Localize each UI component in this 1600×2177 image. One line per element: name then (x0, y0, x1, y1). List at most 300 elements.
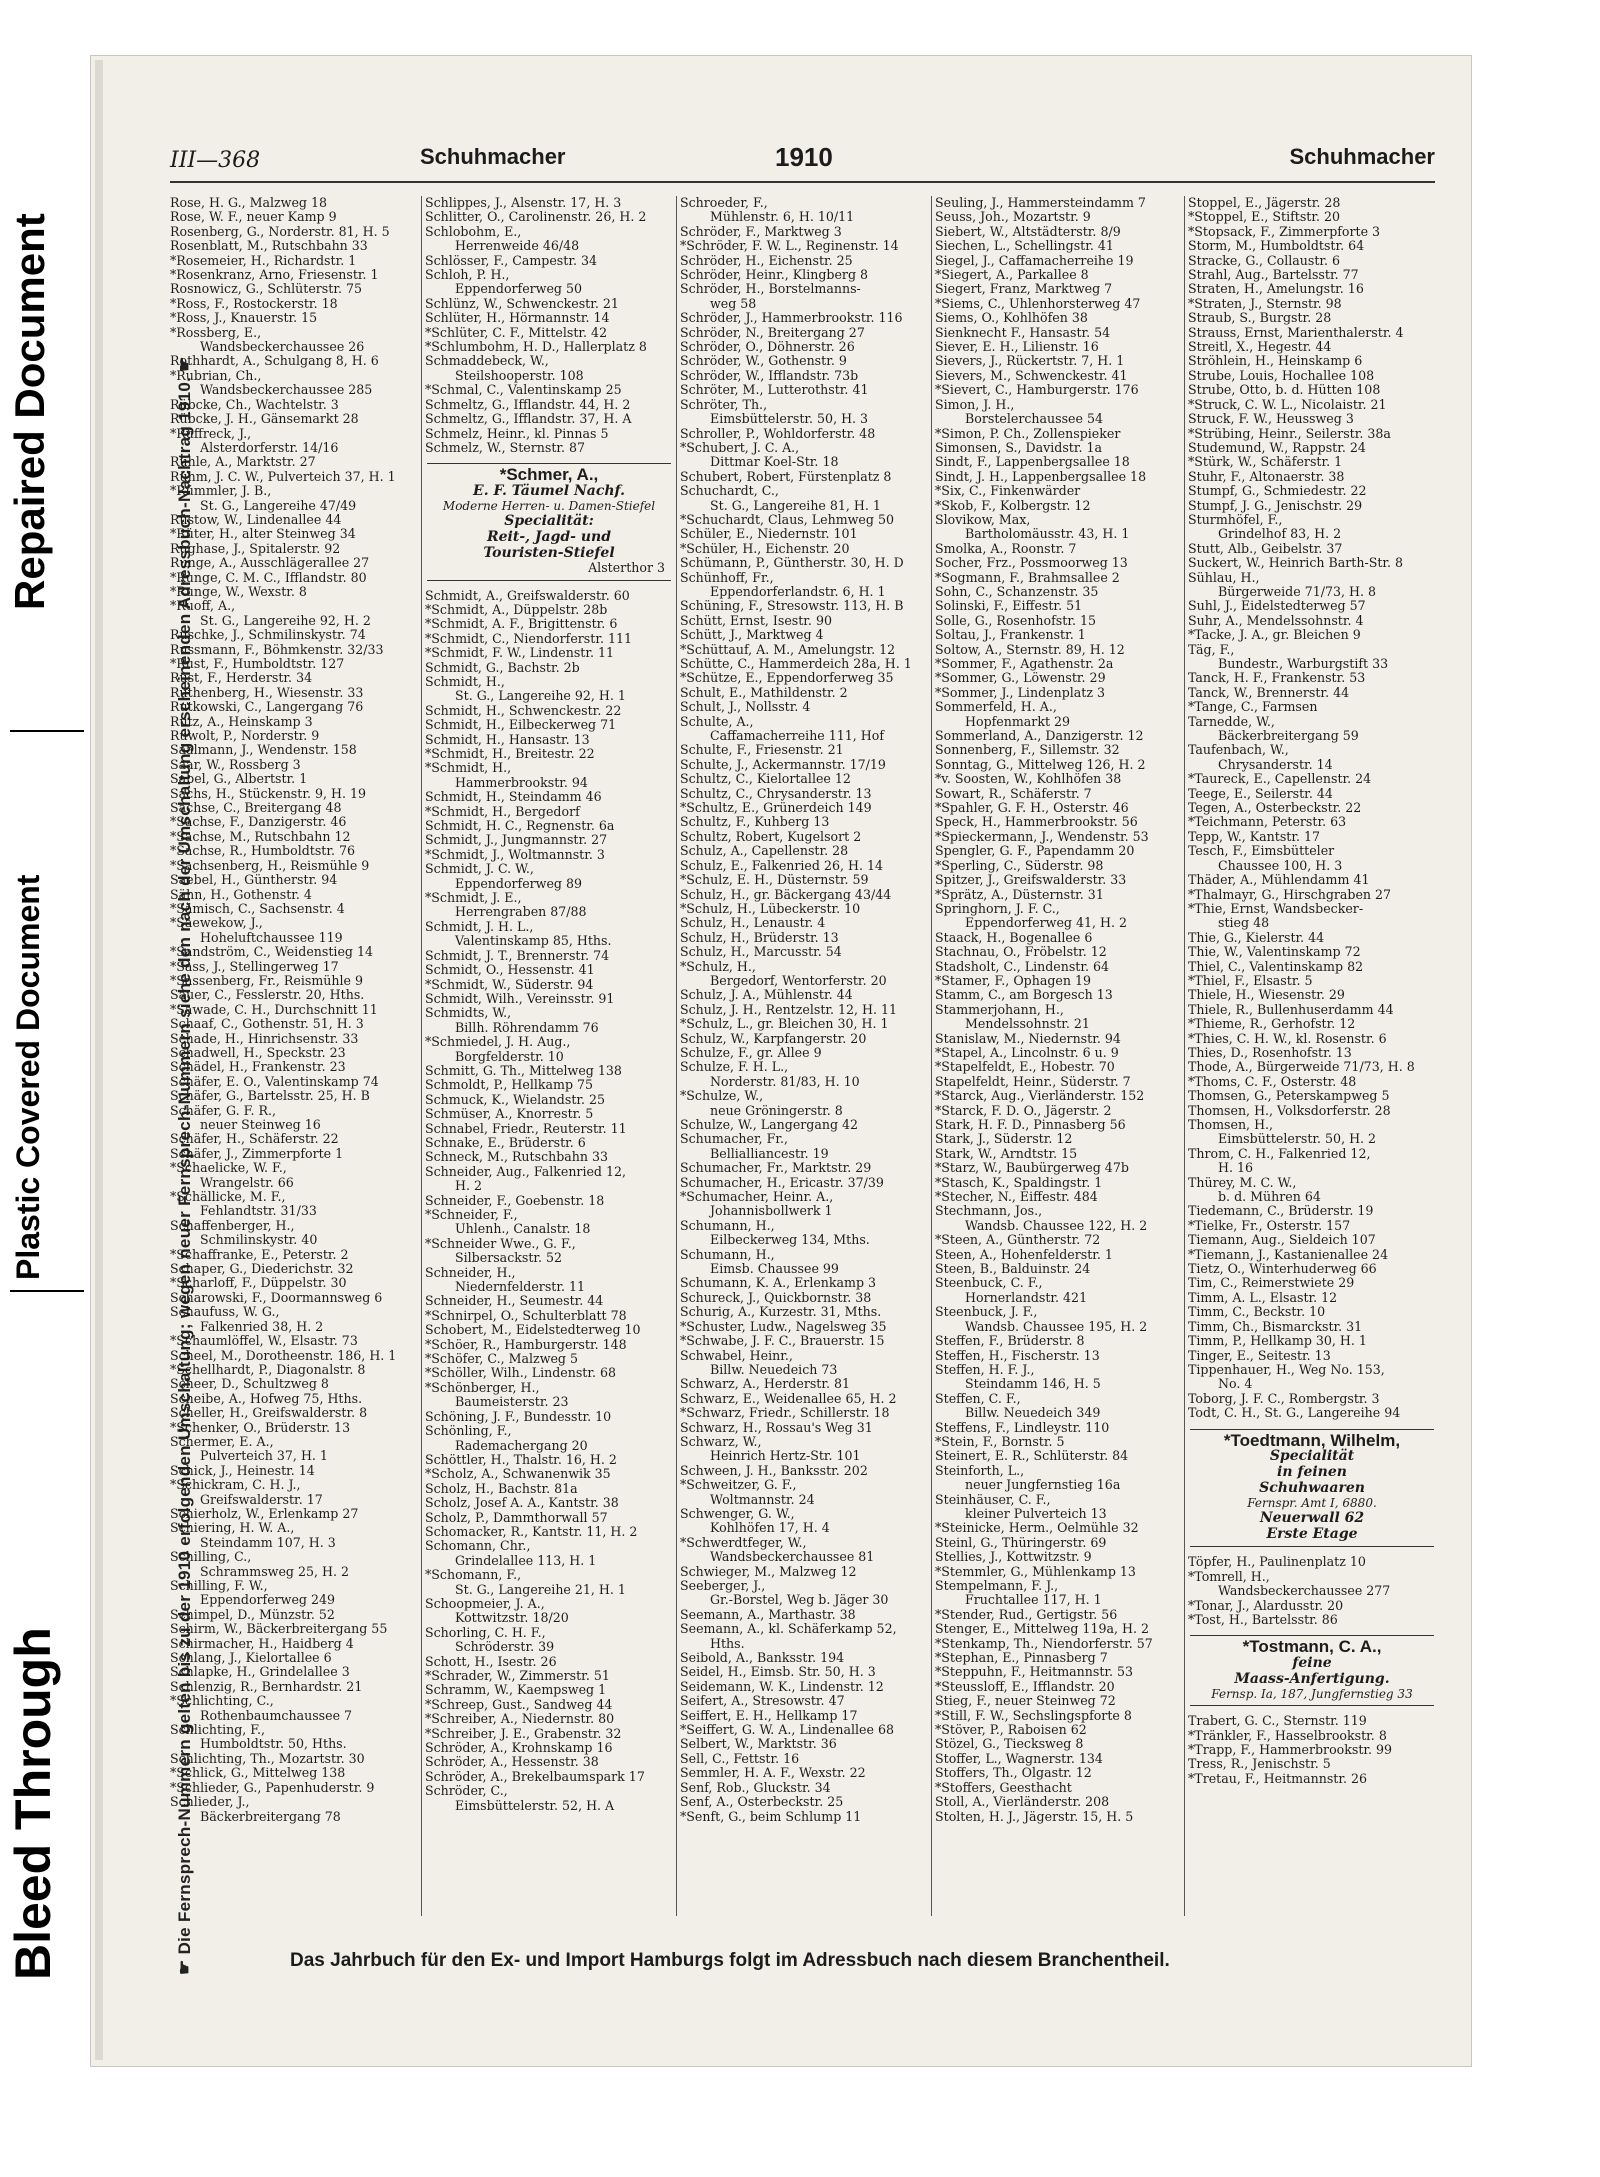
directory-entry: *Schlichting, C., (170, 1694, 274, 1709)
directory-entry: Sachse, C., Breitergang 48 (170, 801, 342, 816)
directory-entry: *Teichmann, Peterstr. 63 (1188, 815, 1347, 830)
directory-entry: Schönling, F., (425, 1424, 512, 1439)
directory-entry: Schumann, H., (680, 1218, 775, 1233)
directory-entry: *Schüttauf, A. M., Amelungstr. 12 (680, 642, 896, 657)
directory-entry: *Stöver, P., Raboisen 62 (935, 1723, 1087, 1738)
directory-entry: Siegel, J., Caffamacherreihe 19 (935, 253, 1134, 268)
directory-entry: Trabert, G. C., Sternstr. 119 (1188, 1714, 1367, 1729)
directory-entry: St. G., Langereihe 92, H. 1 (455, 689, 626, 704)
directory-entry: *Stasch, K., Spaldingstr. 1 (935, 1175, 1103, 1190)
directory-entry: Herrengraben 87/88 (455, 905, 587, 920)
directory-entry: Schulze, F. H. L., (680, 1060, 789, 1075)
directory-entry: Steffen, F., Brüderstr. 8 (935, 1334, 1085, 1349)
directory-entry: Rutz, A., Heinskamp 3 (170, 714, 313, 729)
directory-entry: Siebert, W., Altstädterstr. 8/9 (935, 224, 1121, 239)
directory-entry: *Rubrian, Ch., (170, 368, 262, 383)
directory-entry: Tim, C., Reimerstwiete 29 (1188, 1276, 1355, 1291)
directory-entry: Suhr, A., Mendelssohnstr. 4 (1188, 613, 1364, 628)
directory-entry: H. 2 (455, 1179, 483, 1194)
ad-line: Neuerwall 62 (1259, 1510, 1365, 1527)
directory-entry: Smolka, A., Roonstr. 7 (935, 541, 1077, 556)
directory-entry: *Schmidt, A. F., Brigittenstr. 6 (425, 617, 618, 632)
directory-entry: Stieg, F., neuer Steinweg 72 (935, 1694, 1116, 1709)
directory-entry: Schaper, G., Diederichstr. 32 (170, 1262, 354, 1277)
ad-line: Maass-Anfertigung. (1234, 1670, 1390, 1687)
directory-entry: Schüning, F., Stresowstr. 113, H. B (680, 599, 904, 614)
directory-entry: *Sachse, R., Humboldtstr. 76 (170, 844, 356, 859)
directory-entry: Sindt, J. H., Lappenbergsallee 18 (935, 469, 1147, 484)
directory-entry: Sowart, R., Schäferstr. 7 (935, 786, 1092, 801)
directory-entry: Schüler, E., Niedernstr. 101 (680, 527, 858, 542)
directory-entry: Rutkowski, C., Langergang 76 (170, 700, 364, 715)
directory-entry: Todt, C. H., St. G., Langereihe 94 (1188, 1406, 1401, 1421)
directory-entry: Schröder, W., Ifflandstr. 73b (680, 368, 859, 383)
directory-entry: *Sievert, C., Hamburgerstr. 176 (935, 383, 1139, 398)
directory-entry: Schmüser, A., Knorrestr. 5 (425, 1107, 594, 1122)
bleed-tag: Bleed Through (5, 1627, 61, 1980)
repaired-tag: Repaired Document (6, 213, 53, 610)
directory-entry: Schult, J., Nollsstr. 4 (680, 700, 811, 715)
directory-entry: Schade, H., Hinrichsenstr. 33 (170, 1031, 359, 1046)
directory-entry: Scholz, P., Dammthorwall 57 (425, 1510, 608, 1525)
directory-entry: Rosnowicz, G., Schlüterstr. 75 (170, 282, 362, 297)
directory-entry: Schlichting, Th., Mozartstr. 30 (170, 1751, 365, 1766)
directory-entry: *Tretau, F., Heitmannstr. 26 (1188, 1771, 1368, 1786)
directory-entry: *Schlieder, G., Papenhuderstr. 9 (170, 1780, 375, 1795)
directory-entry: *Thalmayr, G., Hirschgraben 27 (1188, 887, 1392, 902)
directory-entry: Schick, J., Heinestr. 14 (170, 1463, 315, 1478)
directory-entry: *Stopsack, F., Zimmerpforte 3 (1188, 224, 1381, 239)
directory-entry: *Ross, J., Knauerstr. 15 (170, 311, 318, 326)
directory-entry: Schneider, H., Seumestr. 44 (425, 1294, 604, 1309)
directory-entry: Schwieger, M., Malzweg 12 (680, 1564, 857, 1579)
directory-entry: Ruwolt, P., Norderstr. 9 (170, 729, 320, 744)
directory-entry: Thiele, H., Wiesenstr. 29 (1188, 988, 1345, 1003)
ad-line: E. F. Täumel Nachf. (473, 482, 625, 499)
directory-entry: Sähn, H., Gothenstr. 4 (170, 887, 312, 902)
directory-entry: Stolten, H. J., Jägerstr. 15, H. 5 (935, 1809, 1134, 1824)
directory-entry: Scharowski, F., Doormannsweg 6 (170, 1290, 383, 1305)
directory-entry: Rübcke, Ch., Wachtelstr. 3 (170, 397, 339, 412)
directory-entry: *Schlick, G., Mittelweg 138 (170, 1766, 346, 1781)
directory-entry: *Stapel, A., Lincolnstr. 6 u. 9 (935, 1045, 1119, 1060)
directory-entry: Schröder, A., Hessenstr. 38 (425, 1755, 599, 1770)
directory-entry: *Starck, Aug., Vierländerstr. 152 (935, 1089, 1145, 1104)
directory-entry: Schlösser, F., Campestr. 34 (425, 253, 597, 268)
directory-entry: *Still, F. W., Sechslingspforte 8 (935, 1708, 1132, 1723)
directory-entry: Schmidt, J., Jungmannstr. 27 (425, 833, 608, 848)
directory-entry: *Sandström, C., Weidenstieg 14 (170, 945, 373, 960)
directory-entry: Schröter, Th., (680, 397, 768, 412)
directory-entry: Schloh, P. H., (425, 268, 510, 283)
directory-entry: Schäfer, G. F. R., (170, 1103, 276, 1118)
directory-entry: *Tost, H., Bartelsstr. 86 (1188, 1612, 1338, 1627)
directory-entry: Schmoldt, P., Hellkamp 75 (425, 1078, 594, 1093)
directory-entry: *Runge, W., Wexstr. 8 (170, 584, 307, 599)
ad-line: Specialität: (504, 513, 594, 530)
directory-entry: Seidel, H., Eimsb. Str. 50, H. 3 (680, 1665, 876, 1680)
directory-entry: Tiedemann, C., Brüderstr. 19 (1188, 1204, 1374, 1219)
directory-entry: *Schröder, F. W. L., Reginenstr. 14 (680, 239, 899, 254)
directory-entry: *Schmidt, H., Breitestr. 22 (425, 747, 595, 761)
directory-entry: Tippenhauer, H., Weg No. 153, (1188, 1362, 1385, 1377)
directory-entry: Schümann, P., Güntherstr. 30, H. D (680, 556, 904, 571)
directory-entry: Schneck, M., Rutschbahn 33 (425, 1150, 609, 1165)
directory-entry: Schmidt, G., Bachstr. 2b (425, 660, 580, 675)
directory-entry: b. d. Mühren 64 (1218, 1190, 1321, 1205)
directory-entry: Thode, A., Bürgerweide 71/73, H. 8 (1188, 1060, 1415, 1075)
directory-entry: *Sommer, J., Lindenplatz 3 (935, 685, 1106, 700)
directory-entry: *Schällicke, M. F., (170, 1190, 286, 1205)
directory-entry: *Schwerdtfeger, W., (680, 1535, 807, 1550)
ad-line: Erste Etage (1266, 1526, 1358, 1543)
directory-entry: *Schumacher, Heinr. A., (680, 1190, 834, 1205)
directory-entry: Tesch, F., Eimsbütteler (1188, 844, 1335, 859)
directory-entry: Straten, H., Amelungstr. 16 (1188, 282, 1364, 297)
directory-entry: Schmidt, Wilh., Vereinsstr. 91 (425, 991, 615, 1006)
directory-entry: Schmitt, G. Th., Mittelweg 138 (425, 1063, 622, 1078)
directory-entry: Schroller, P., Wohldorferstr. 48 (680, 426, 876, 441)
directory-entry: Schulz, E., Falkenried 26, H. 14 (680, 858, 883, 873)
page-year: 1910 (775, 142, 833, 172)
directory-entry: Eppendorferweg 89 (455, 876, 583, 891)
directory-entry: Schmelz, Heinr., kl. Pinnas 5 (425, 426, 609, 441)
directory-entry: *Sämisch, C., Sachsenstr. 4 (170, 901, 345, 916)
directory-entry: *Schmiedel, J. H. Aug., (425, 1035, 571, 1050)
directory-entry: Schneider, F., Goebenstr. 18 (425, 1193, 605, 1208)
directory-entry: Thies, D., Rosenhofstr. 13 (1188, 1045, 1352, 1060)
directory-entry: Tietz, O., Winterhuderweg 66 (1188, 1262, 1377, 1277)
directory-entry: Senf, A., Osterbeckstr. 25 (680, 1795, 844, 1810)
directory-entry: Schroeder, F., (680, 196, 768, 210)
directory-entry: Schumacher, H., Ericastr. 37/39 (680, 1175, 884, 1190)
directory-entry: Schlüter, H., Hörmannstr. 14 (425, 311, 610, 326)
directory-entry: *Stenkamp, Th., Niendorferstr. 57 (935, 1636, 1153, 1651)
directory-entry: Schlenzig, R., Bernhardstr. 21 (170, 1679, 363, 1694)
directory-entry: *Schomann, F., (425, 1568, 522, 1583)
directory-entry: Eppendorferweg 41, H. 2 (965, 916, 1128, 931)
directory-entry: *Schneider, F., (425, 1208, 518, 1222)
directory-entry: Bergedorf, Wentorferstr. 20 (710, 973, 887, 988)
directory-entry: Schäfer, H., Schäferstr. 22 (170, 1132, 339, 1147)
advertisement-tostmann (1190, 1635, 1434, 1706)
directory-entry: *Schulz, H., (680, 959, 756, 974)
ad-line: Moderne Herren- u. Damen-Stiefel (442, 498, 656, 513)
directory-entry: *Schellhardt, P., Diagonalstr. 8 (170, 1362, 366, 1377)
directory-entry: Rosenberg, G., Norderstr. 81, H. 5 (170, 224, 390, 239)
directory-entry: Selbert, W., Marktstr. 36 (680, 1737, 837, 1752)
directory-entry: Runge, A., Ausschlägerallee 27 (170, 556, 370, 571)
directory-entry: Norderstr. 81/83, H. 10 (710, 1074, 860, 1089)
directory-entry: *Sachsenberg, H., Reismühle 9 (170, 858, 370, 873)
directory-entry: Heinrich Hertz-Str. 101 (710, 1449, 861, 1464)
directory-entry: Schiering, H. W. A., (170, 1521, 295, 1536)
directory-entry: Ruthenberg, H., Wiesenstr. 33 (170, 685, 364, 700)
directory-entry: Schobert, M., Eidelstedterweg 10 (425, 1323, 641, 1338)
directory-entry: Schulz, H., Brüderstr. 13 (680, 930, 839, 945)
directory-entry: Schneider, Aug., Falkenried 12, (425, 1164, 627, 1179)
directory-entry: Wandsbeckerchaussee 277 (1218, 1584, 1391, 1599)
directory-entry: *Rust, F., Humboldtstr. 127 (170, 657, 345, 671)
directory-entry: Thiel, C., Valentinskamp 82 (1188, 959, 1364, 974)
ad-line: Schuhwaaren (1259, 1479, 1365, 1496)
directory-entry: *Steinicke, Herm., Oelmühle 32 (935, 1521, 1139, 1536)
directory-entry: Teege, E., Seilerstr. 44 (1188, 786, 1333, 801)
directory-entry: Sohn, C., Schanzenstr. 35 (935, 584, 1099, 599)
directory-entry: Seemann, A., Marthastr. 38 (680, 1607, 856, 1622)
directory-entry: *Schulz, H., Lübeckerstr. 10 (680, 901, 861, 916)
directory-entry: Schröder, A., Krohnskamp 16 (425, 1741, 613, 1756)
directory-entry: Schulte, F., Friesenstr. 21 (680, 743, 844, 758)
directory-entry: Taufenbach, W., (1188, 743, 1289, 758)
directory-entry: Schulz, A., Capellenstr. 28 (680, 844, 849, 859)
directory-entry: Stoppel, E., Jägerstr. 28 (1188, 196, 1341, 210)
directory-entry: Timm, C., Beckstr. 10 (1188, 1305, 1326, 1320)
directory-entry: Seifert, A., Stresowstr. 47 (680, 1694, 845, 1709)
directory-entry: *Steen, A., Güntherstr. 72 (935, 1233, 1101, 1248)
directory-entry: Eppendorferlandstr. 6, H. 1 (710, 584, 886, 599)
directory-entry: Schumann, K. A., Erlenkamp 3 (680, 1276, 877, 1291)
directory-entry: Schmelz, W., Sternstr. 87 (425, 440, 586, 455)
directory-entry: *Tomrell, H., (1188, 1569, 1270, 1584)
directory-entry: *Schubert, J. C. A., (680, 440, 800, 455)
directory-entry: Steindamm 146, H. 5 (965, 1377, 1101, 1392)
directory-entry: Schaufuss, W. G., (170, 1305, 280, 1320)
directory-entry: *v. Soosten, W., Kohlhöfen 38 (935, 772, 1122, 787)
directory-entry: Suhl, J., Eidelstedterweg 57 (1188, 599, 1366, 614)
directory-entry: Schütte, C., Hammerdeich 28a, H. 1 (680, 657, 912, 671)
directory-entry: Schoopmeier, J. A., (425, 1596, 545, 1611)
directory-entry: Steffen, H., Fischerstr. 13 (935, 1348, 1100, 1363)
running-title-right: Schuhmacher (1289, 144, 1435, 169)
directory-entry: *Ross, F., Rostockerstr. 18 (170, 296, 338, 311)
directory-entry: Schäfer, J., Zimmerpforte 1 (170, 1146, 344, 1161)
directory-entry: Schermer, E. A., (170, 1434, 274, 1449)
directory-entry: Schröder, N., Breitergang 27 (680, 325, 865, 340)
directory-entry: Niedernfelderstr. 11 (455, 1280, 586, 1295)
directory-entry: Sindt, F., Lappenbergsallee 18 (935, 455, 1130, 470)
directory-entry: Wandsb. Chaussee 122, H. 2 (965, 1218, 1148, 1233)
directory-entry: Schubert, Robert, Fürstenplatz 8 (680, 469, 892, 484)
directory-entry: Schott, H., Isestr. 26 (425, 1654, 557, 1669)
directory-entry: Schimpel, D., Münzstr. 52 (170, 1607, 335, 1622)
directory-entry: Kottwitzstr. 18/20 (455, 1611, 569, 1626)
ad-line: feine (1292, 1654, 1332, 1671)
directory-entry: Schirmacher, H., Haidberg 4 (170, 1636, 354, 1651)
directory-entry: Schmidt, J. T., Brennerstr. 74 (425, 948, 610, 963)
directory-entry: *Schreiber, J. E., Grabenstr. 32 (425, 1726, 622, 1741)
directory-entry: Schröder, Heinr., Klingberg 8 (680, 268, 869, 283)
directory-entry: Fruchtallee 117, H. 1 (965, 1593, 1102, 1608)
directory-entry: Thie, G., Kielerstr. 44 (1188, 930, 1325, 945)
directory-entry: Schröder, F., Marktweg 3 (680, 224, 842, 239)
page-binding-edge (95, 60, 103, 2060)
header-rule (170, 181, 1435, 183)
directory-entry: *Rüffreck, J., (170, 426, 252, 441)
directory-entry: Thie, W., Valentinskamp 72 (1188, 945, 1361, 960)
directory-entry: Schwarz, W., (680, 1434, 762, 1449)
directory-entry: *Schaffranke, E., Peterstr. 2 (170, 1247, 349, 1262)
directory-entry: Schmeltz, G., Ifflandstr. 44, H. 2 (425, 397, 631, 412)
directory-entry: *Senft, G., beim Schlump 11 (680, 1809, 862, 1824)
directory-entry: Schumann, H., (680, 1247, 775, 1262)
directory-entry: Studemund, W., Rappstr. 24 (1188, 440, 1366, 455)
directory-entry: Schmidt, H., Eilbeckerweg 71 (425, 718, 617, 733)
directory-entry: *Tange, C., Farmsen (1188, 700, 1318, 715)
directory-entry: *Stephan, E., Pinnasberg 7 (935, 1651, 1108, 1666)
directory-entry: Pulverteich 37, H. 1 (200, 1449, 328, 1464)
directory-entry: Schöttler, H., Thalstr. 16, H. 2 (425, 1452, 617, 1467)
directory-entry: Stellies, J., Kottwitzstr. 9 (935, 1550, 1092, 1565)
column-5 (1188, 196, 1436, 1916)
directory-entry: *Sachse, F., Danzigerstr. 46 (170, 815, 347, 830)
directory-entry: weg 58 (710, 296, 757, 311)
directory-entry: Rust, F., Herderstr. 34 (170, 671, 313, 686)
ad-line: Reit-, Jagd- und (487, 529, 611, 546)
page-footer: Das Jahrbuch für den Ex- und Import Hamburgs folgt im Adressbuch nach diesem Branchentheil. (290, 1950, 1170, 1971)
directory-entry: Hths. (710, 1636, 745, 1651)
directory-entry: Timm, Ch., Bismarckstr. 31 (1188, 1319, 1363, 1334)
directory-entry: *Taureck, E., Capellenstr. 24 (1188, 772, 1372, 787)
directory-entry: Wrangelstr. 66 (200, 1175, 294, 1190)
directory-entry: Schröder, W., Gothenstr. 9 (680, 354, 847, 369)
directory-entry: Seuling, J., Hammersteindamm 7 (935, 196, 1146, 210)
directory-entry: Sievers, J., Rückertstr. 7, H. 1 (935, 354, 1125, 369)
directory-entry: Storm, M., Humboldtstr. 64 (1188, 239, 1365, 254)
directory-entry: Schumacher, Fr., Marktstr. 29 (680, 1161, 872, 1176)
directory-entry: Schlippes, J., Alsenstr. 17, H. 3 (425, 196, 622, 210)
directory-entry: *Schönberger, H., (425, 1380, 540, 1395)
directory-entry: Tress, R., Jenischstr. 5 (1188, 1757, 1331, 1772)
directory-entry: Steffen, H. F. J., (935, 1362, 1035, 1377)
directory-entry: Billh. Röhrendamm 76 (455, 1020, 599, 1035)
directory-entry: Steenbuck, C. F., (935, 1276, 1043, 1291)
directory-entry: Schmidt, H., Steindamm 46 (425, 790, 602, 805)
directory-entry: Sonnenberg, F., Sillemstr. 32 (935, 743, 1120, 758)
directory-entry: *Six, C., Finkenwärder (935, 484, 1081, 499)
directory-entry: Russmann, F., Böhmkenstr. 32/33 (170, 642, 384, 657)
directory-entry: Sonntag, G., Mittelweg 126, H. 2 (935, 757, 1146, 772)
directory-entry: Semmler, H. A. F., Wexstr. 22 (680, 1766, 866, 1781)
directory-entry: Strahl, Aug., Bartelsstr. 77 (1188, 268, 1359, 283)
directory-entry: Bürgerweide 71/73, H. 8 (1218, 584, 1376, 599)
directory-entry: *Thieme, R., Gerhofstr. 12 (1188, 1017, 1356, 1032)
directory-entry: Timm, P., Hellkamp 30, H. 1 (1188, 1334, 1367, 1349)
directory-entry: Schulz, W., Karpfangerstr. 20 (680, 1031, 867, 1046)
directory-entry: Rughase, J., Spitalerstr. 92 (170, 541, 341, 556)
directory-entry: Schmilinskystr. 40 (200, 1233, 318, 1248)
directory-entry: Billw. Neuedeich 349 (965, 1406, 1101, 1421)
directory-entry: Schirm, W., Bäckerbreitergang 55 (170, 1622, 388, 1637)
directory-entry: Seeberger, J., (680, 1579, 766, 1593)
directory-entry: Schäfer, G., Bartelsstr. 25, H. B (170, 1089, 370, 1104)
directory-entry: Schütt, Ernst, Isestr. 90 (680, 613, 832, 628)
column-2 (425, 196, 673, 1916)
directory-entry: Schöning, J. F., Bundesstr. 10 (425, 1409, 612, 1424)
ad-line: Touristen-Stiefel (483, 545, 615, 562)
directory-entry: Schuchardt, C., (680, 484, 779, 499)
directory-entry: Stumpf, G., Schmiedestr. 22 (1188, 484, 1367, 499)
directory-entry: *Siegert, A., Parkallee 8 (935, 268, 1089, 283)
directory-entry: Seemann, A., kl. Schäferkamp 52, (680, 1622, 897, 1637)
directory-entry: Humboldtstr. 50, Hths. (200, 1737, 347, 1752)
directory-entry: Schröderstr. 39 (455, 1640, 555, 1655)
directory-entry: Senf, Rob., Gluckstr. 34 (680, 1780, 831, 1795)
directory-entry: Rosenblatt, M., Rutschbahn 33 (170, 239, 368, 254)
directory-entry: *Scholz, A., Schwanenwik 35 (425, 1467, 611, 1482)
margin-note: ☛ Die Fernsprech-Nummern gelten bis zu der 1910 erfolgenden Umschaltung; wegen neuer Fernsprech-Nummern siehe den nach der Umschaltung erscheinenden Adressbuch-Nachtrag 1910. ☛ (175, 356, 194, 1975)
directory-entry: Schulze, W., Langergang 42 (680, 1118, 859, 1132)
directory-entry: Schulz, J. A., Mühlenstr. 44 (680, 988, 853, 1003)
directory-entry: Alsterdorferstr. 14/16 (200, 440, 339, 455)
directory-entry: kleiner Pulverteich 13 (965, 1506, 1107, 1521)
directory-entry: Sievers, M., Schwenckestr. 41 (935, 368, 1128, 383)
directory-entry: Steenbuck, J. F., (935, 1305, 1038, 1320)
directory-entry: Rothhardt, A., Schulgang 8, H. 6 (170, 354, 379, 369)
directory-entry: Thiele, R., Bullenhuserdamm 44 (1188, 1002, 1394, 1017)
directory-entry: *Schmidt, F. W., Lindenstr. 11 (425, 646, 615, 661)
directory-entry: *Schaelicke, W. F., (170, 1161, 287, 1176)
directory-entry: *Sachse, M., Rutschbahn 12 (170, 829, 351, 844)
directory-entry: Scheibe, A., Hofweg 75, Hths. (170, 1391, 363, 1406)
directory-entry: Schulz, H., Marcusstr. 54 (680, 945, 842, 960)
directory-entry: Chrysanderstr. 14 (1218, 757, 1333, 772)
directory-entry: Spitzer, J., Greifswalderstr. 33 (935, 873, 1127, 888)
ad-line: Fernsp. Ia, 187, Jungfernstieg 33 (1211, 1686, 1413, 1701)
directory-entry: *Schmidt, H., (425, 761, 512, 776)
directory-entry: Saar, W., Rossberg 3 (170, 757, 301, 772)
directory-entry: Mühlenstr. 6, H. 10/11 (710, 210, 855, 225)
tag-divider (10, 1290, 84, 1292)
directory-entry: Rothenbaumchaussee 7 (200, 1708, 353, 1723)
directory-entry: *Steussloff, E., Ifflandstr. 20 (935, 1679, 1115, 1694)
directory-entry: Rose, W. F., neuer Kamp 9 (170, 210, 337, 225)
directory-entry: Soltau, J., Frankenstr. 1 (935, 628, 1086, 643)
directory-entry: Speck, H., Hammerbrookstr. 56 (935, 815, 1138, 830)
directory-entry: Schmidt, H. C., Regnenstr. 6a (425, 819, 615, 834)
directory-entry: Schomann, Chr., (425, 1539, 531, 1554)
directory-entry: Tepp, W., Kantstr. 17 (1188, 829, 1321, 844)
directory-entry: Slovikow, Max, (935, 512, 1031, 527)
directory-entry: Rühle, A., Marktstr. 27 (170, 455, 316, 470)
directory-entry: Schmidt, H., Schwenckestr. 22 (425, 703, 622, 718)
directory-entry: Thomsen, G., Peterskampweg 5 (1188, 1089, 1390, 1104)
directory-entry: Schwarz, A., Herderstr. 81 (680, 1377, 851, 1392)
directory-entry: Schünhoff, Fr., (680, 570, 774, 585)
directory-entry: *Ruoff, A., (170, 599, 236, 614)
directory-entry: *Straten, J., Sternstr. 98 (1188, 296, 1342, 311)
directory-entry: Schulze, F., gr. Allee 9 (680, 1045, 822, 1060)
directory-entry: Tanck, W., Brennerstr. 44 (1188, 685, 1350, 700)
directory-entry: Sauer, C., Fesslerstr. 20, Hths. (170, 988, 365, 1003)
directory-entry: *Schmidt, J. E., (425, 891, 522, 906)
directory-entry: Schlichting, F., (170, 1723, 266, 1738)
directory-entry: Wandsbeckerchaussee 26 (200, 340, 365, 355)
directory-entry: Bäckerbreitergang 78 (200, 1809, 341, 1824)
directory-entry: Rose, H. G., Malzweg 18 (170, 196, 327, 210)
directory-entry: Streitl, X., Hegestr. 44 (1188, 340, 1332, 355)
directory-entry: Throm, C. H., Falkenried 12, (1188, 1146, 1371, 1161)
directory-entry: Schwarz, E., Weidenallee 65, H. 2 (680, 1391, 897, 1406)
directory-entry: Baumeisterstr. 23 (455, 1395, 569, 1410)
directory-entry: Saalmann, J., Wendenstr. 158 (170, 743, 357, 758)
directory-entry: Schäfer, E. O., Valentinskamp 74 (170, 1074, 379, 1089)
directory-entry: Stammerjohann, H., (935, 1002, 1064, 1017)
directory-entry: Schütt, J., Marktweg 4 (680, 628, 824, 643)
directory-entry: Stechmann, Jos., (935, 1204, 1043, 1219)
directory-entry: Hammerbrookstr. 94 (455, 775, 588, 790)
directory-entry: *Schlüter, C. F., Mittelstr. 42 (425, 325, 608, 340)
